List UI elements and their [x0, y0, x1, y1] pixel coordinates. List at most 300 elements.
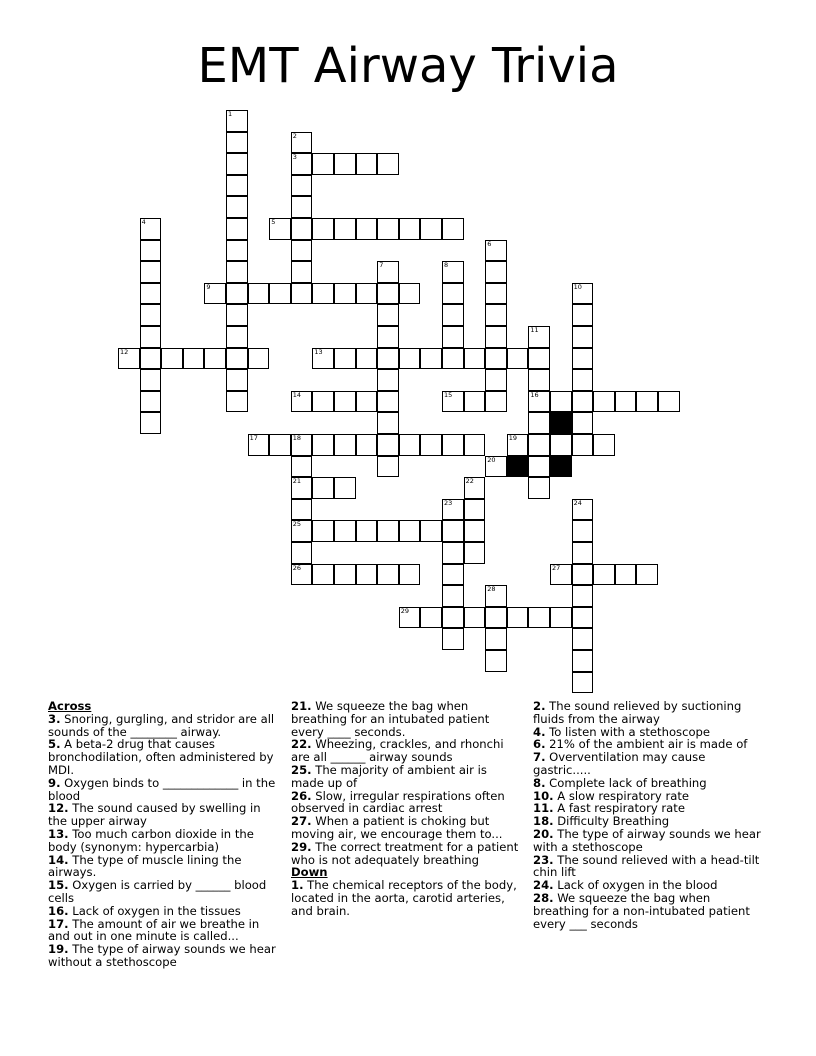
grid-cell[interactable]: [226, 132, 248, 154]
grid-cell[interactable]: [572, 564, 594, 586]
grid-cell[interactable]: [399, 283, 421, 305]
across-clue: [291, 738, 523, 764]
grid-cell[interactable]: [291, 520, 313, 542]
clue-number-label: 4.: [533, 724, 546, 739]
grid-cell[interactable]: [140, 412, 162, 434]
grid-cell[interactable]: [399, 348, 421, 370]
grid-cell[interactable]: [442, 304, 464, 326]
clue-number: 6: [487, 239, 492, 248]
grid-cell[interactable]: [485, 628, 507, 650]
grid-cell[interactable]: [377, 434, 399, 456]
grid-cell[interactable]: [226, 283, 248, 305]
clue-text: We squeeze the bag when breathing for an intubated patient every ____ seconds.: [291, 699, 490, 739]
grid-cell[interactable]: [442, 564, 464, 586]
grid-cell[interactable]: [485, 456, 507, 478]
grid-cell[interactable]: [334, 520, 356, 542]
clue-number: 10: [573, 282, 582, 291]
grid-cell[interactable]: [399, 564, 421, 586]
across-clue: [291, 764, 523, 790]
grid-cell[interactable]: [140, 326, 162, 348]
grid-cell[interactable]: [572, 412, 594, 434]
grid-cell[interactable]: [464, 542, 486, 564]
across-clue: [291, 790, 523, 816]
grid-cell[interactable]: [377, 326, 399, 348]
clue-text: The correct treatment for a patient who is not adequately breathing: [291, 839, 519, 867]
clue-number-label: 24.: [533, 878, 554, 893]
grid-cell[interactable]: [550, 391, 572, 413]
clue-number-label: 6.: [533, 737, 546, 752]
grid-cell[interactable]: [399, 434, 421, 456]
grid-cell[interactable]: [356, 153, 378, 175]
grid-cell[interactable]: [464, 499, 486, 521]
clue-number-label: 13.: [48, 826, 69, 841]
grid-cell[interactable]: [507, 607, 529, 629]
grid-cell[interactable]: [593, 391, 615, 413]
clue-text: A beta-2 drug that causes bronchodilation, often administered by MDI.: [48, 737, 274, 777]
clue-number-label: 8.: [533, 775, 546, 790]
grid-cell[interactable]: [140, 218, 162, 240]
grid-cell[interactable]: [291, 456, 313, 478]
across-clue: [291, 841, 523, 867]
clue-text: Lack of oxygen in the tissues: [72, 903, 241, 918]
grid-cell[interactable]: [550, 564, 572, 586]
grid-cell[interactable]: [550, 434, 572, 456]
grid-cell[interactable]: [312, 477, 334, 499]
grid-cell[interactable]: [356, 564, 378, 586]
grid-cell[interactable]: [593, 564, 615, 586]
clue-number: 9: [206, 282, 211, 291]
clue-number: 17: [249, 434, 258, 442]
grid-cell[interactable]: [464, 391, 486, 413]
clue-text: The sound caused by swelling in the upper airway: [48, 801, 261, 829]
clue-text: A fast respiratory rate: [557, 801, 685, 816]
grid-cell[interactable]: [572, 542, 594, 564]
grid-cell[interactable]: [528, 477, 550, 499]
clue-number-label: 27.: [291, 814, 312, 829]
grid-cell[interactable]: [291, 196, 313, 218]
grid-cell[interactable]: [334, 218, 356, 240]
grid-cell[interactable]: [464, 607, 486, 629]
clue-text: 21% of the ambient air is made of: [549, 737, 748, 752]
grid-cell[interactable]: [485, 650, 507, 672]
grid-cell[interactable]: [269, 434, 291, 456]
across-clue: [48, 777, 280, 803]
grid-cell[interactable]: [572, 607, 594, 629]
across-clue: [291, 700, 523, 738]
grid-cell[interactable]: [442, 261, 464, 283]
clue-number-label: 19.: [48, 942, 69, 957]
grid-cell[interactable]: [334, 391, 356, 413]
grid-cell[interactable]: [485, 240, 507, 262]
grid-cell[interactable]: [226, 391, 248, 413]
grid-cell[interactable]: [140, 348, 162, 370]
clue-text: Snoring, gurgling, and stridor are all sounds of the ________ airway.: [48, 711, 275, 739]
grid-cell[interactable]: [442, 585, 464, 607]
grid-cell[interactable]: [291, 391, 313, 413]
clue-number: 20: [487, 455, 496, 464]
clue-text: The sound relieved by suctioning fluids from the airway: [533, 699, 742, 726]
clue-number: 21: [292, 477, 302, 486]
clue-text: When a patient is choking but moving air, we encourage them to...: [291, 814, 503, 841]
grid-cell[interactable]: [572, 369, 594, 391]
down-clue: [533, 751, 765, 777]
grid-cell[interactable]: [485, 261, 507, 283]
clue-text: Too much carbon dioxide in the body (synonym: hypercarbia): [48, 826, 254, 854]
grid-cell[interactable]: [442, 283, 464, 305]
grid-cell[interactable]: [377, 456, 399, 478]
across-clue: [48, 854, 280, 880]
grid-cell[interactable]: [399, 218, 421, 240]
clue-number-label: 28.: [533, 890, 554, 905]
grid-cell[interactable]: [118, 348, 140, 370]
grid-cell[interactable]: [528, 456, 550, 478]
grid-cell[interactable]: [248, 434, 270, 456]
grid-cell[interactable]: [312, 283, 334, 305]
grid-cell[interactable]: [442, 218, 464, 240]
grid-cell[interactable]: [377, 348, 399, 370]
grid-cell[interactable]: [226, 196, 248, 218]
grid-cell[interactable]: [442, 434, 464, 456]
grid-cell[interactable]: [140, 261, 162, 283]
grid-cell[interactable]: [464, 434, 486, 456]
grid-cell[interactable]: [485, 369, 507, 391]
grid-cell[interactable]: [399, 520, 421, 542]
grid-cell[interactable]: [442, 628, 464, 650]
across-clue: [48, 918, 280, 944]
grid-cell[interactable]: [507, 434, 529, 456]
grid-cell[interactable]: [377, 564, 399, 586]
clue-text: Oxygen is carried by ______ blood cells: [48, 878, 267, 905]
grid-cell[interactable]: [593, 434, 615, 456]
grid-cell[interactable]: [420, 607, 442, 629]
grid-cell[interactable]: [312, 153, 334, 175]
grid-cell[interactable]: [464, 520, 486, 542]
grid-cell[interactable]: [291, 499, 313, 521]
clue-number-label: 1.: [291, 878, 304, 893]
down-clue: [533, 700, 765, 726]
down-clue: [533, 828, 765, 854]
grid-cell[interactable]: [377, 369, 399, 391]
grid-cell[interactable]: [377, 304, 399, 326]
grid-cell[interactable]: [356, 218, 378, 240]
across-clue: [48, 879, 280, 905]
grid-cell[interactable]: [528, 391, 550, 413]
grid-cell[interactable]: [528, 607, 550, 629]
clue-number-label: 18.: [533, 814, 554, 829]
grid-cell[interactable]: [226, 261, 248, 283]
clue-number-label: 14.: [48, 852, 69, 867]
across-clue-list-2: [291, 700, 523, 866]
grid-cell[interactable]: [528, 326, 550, 348]
clue-number-label: 9.: [48, 775, 61, 790]
down-heading: Down: [291, 865, 328, 880]
clue-number-label: 26.: [291, 788, 312, 803]
grid-cell[interactable]: [291, 175, 313, 197]
across-clue: [48, 828, 280, 854]
clue-text: The type of muscle lining the airways.: [48, 852, 242, 880]
grid-cell[interactable]: [312, 218, 334, 240]
clue-number-label: 29.: [291, 839, 312, 854]
grid-cell[interactable]: [140, 304, 162, 326]
grid-cell[interactable]: [226, 175, 248, 197]
clue-number-label: 16.: [48, 903, 69, 918]
grid-cell[interactable]: [356, 283, 378, 305]
clue-number-label: 20.: [533, 826, 554, 841]
grid-cell[interactable]: [442, 542, 464, 564]
grid-cell[interactable]: [485, 283, 507, 305]
clue-number: 1: [228, 110, 233, 118]
across-heading: Across: [48, 699, 92, 713]
grid-cell[interactable]: [204, 283, 226, 305]
clue-text: Wheezing, crackles, and rhonchi are all ______ airway sounds: [291, 737, 504, 765]
clue-number-label: 12.: [48, 801, 69, 816]
grid-cell[interactable]: [377, 153, 399, 175]
grid-cell[interactable]: [334, 283, 356, 305]
grid-cell[interactable]: [636, 564, 658, 586]
clue-number: 7: [379, 261, 384, 270]
clue-text: Lack of oxygen in the blood: [557, 878, 718, 893]
grid-cell[interactable]: [291, 477, 313, 499]
grid-cell[interactable]: [572, 585, 594, 607]
grid-cell[interactable]: [442, 520, 464, 542]
grid-cell[interactable]: [356, 391, 378, 413]
clue-text: The sound relieved with a head-tilt chin lift: [533, 852, 760, 880]
grid-cell[interactable]: [312, 348, 334, 370]
grid-cell[interactable]: [528, 434, 550, 456]
grid-cell[interactable]: [572, 326, 594, 348]
grid-cell[interactable]: [572, 391, 594, 413]
clue-text: The chemical receptors of the body, located in the aorta, carotid arteries, and brain.: [291, 878, 517, 918]
puzzle-title: EMT Airway Trivia: [197, 38, 619, 94]
grid-cell[interactable]: [572, 520, 594, 542]
clue-number: 3: [292, 153, 297, 162]
clue-text: Difficulty Breathing: [557, 814, 670, 829]
grid-cell[interactable]: [615, 564, 637, 586]
clue-number: 15: [444, 390, 453, 399]
grid-cell[interactable]: [442, 348, 464, 370]
clue-number: 5: [271, 218, 276, 226]
grid-cell[interactable]: [485, 391, 507, 413]
grid-cell[interactable]: [572, 628, 594, 650]
grid-cell[interactable]: [291, 261, 313, 283]
clue-number-label: 3.: [48, 711, 61, 726]
grid-cell[interactable]: [226, 304, 248, 326]
clue-number: 14: [292, 390, 302, 399]
grid-cell[interactable]: [183, 348, 205, 370]
down-clue: [533, 854, 765, 880]
grid-cell[interactable]: [528, 412, 550, 434]
down-clue-list-2: [533, 700, 765, 930]
grid-cell[interactable]: [442, 326, 464, 348]
clue-number-label: 7.: [533, 750, 546, 765]
clue-number-label: 22.: [291, 737, 312, 752]
grid-cell[interactable]: [334, 153, 356, 175]
grid-cell[interactable]: [312, 520, 334, 542]
grid-cell[interactable]: [269, 283, 291, 305]
down-clue: [533, 892, 765, 930]
grid-cell[interactable]: [572, 434, 594, 456]
grid-cell[interactable]: [226, 348, 248, 370]
grid-cell[interactable]: [442, 607, 464, 629]
grid-cell[interactable]: [507, 348, 529, 370]
across-clue: [48, 943, 280, 969]
clue-number-label: 23.: [533, 852, 554, 867]
grid-cell[interactable]: [485, 607, 507, 629]
clue-text: The type of airway sounds we hear with a stethoscope: [533, 826, 761, 854]
grid-cell[interactable]: [356, 434, 378, 456]
grid-cell[interactable]: [226, 369, 248, 391]
clue-text: Overventilation may cause gastric.....: [533, 750, 706, 777]
across-clue: [48, 738, 280, 776]
grid-cell[interactable]: [572, 348, 594, 370]
clues-column-1: [48, 700, 280, 969]
grid-cell[interactable]: [291, 564, 313, 586]
clue-text: Complete lack of breathing: [549, 775, 707, 790]
grid-cell[interactable]: [615, 391, 637, 413]
grid-cell[interactable]: [442, 391, 464, 413]
clue-number: 22: [465, 477, 474, 486]
grid-cell[interactable]: [485, 326, 507, 348]
grid-cell[interactable]: [377, 283, 399, 305]
grid-cell[interactable]: [334, 564, 356, 586]
grid-cell[interactable]: [312, 564, 334, 586]
clue-text: Oxygen binds to _____________ in the blood: [48, 775, 276, 803]
clue-number: 26: [292, 563, 302, 572]
black-square: [550, 412, 572, 434]
grid-cell[interactable]: [636, 391, 658, 413]
grid-cell[interactable]: [291, 434, 313, 456]
clue-number-label: 5.: [48, 737, 61, 752]
across-clue: [48, 713, 280, 739]
grid-cell[interactable]: [226, 153, 248, 175]
grid-cell[interactable]: [420, 520, 442, 542]
grid-cell[interactable]: [485, 348, 507, 370]
across-clue-list-1: [48, 713, 280, 969]
clue-text: We squeeze the bag when breathing for a non-intubated patient every ___ seconds: [533, 890, 750, 931]
clue-number: 16: [530, 390, 539, 399]
grid-cell[interactable]: [291, 153, 313, 175]
clue-number: 4: [141, 218, 146, 226]
grid-cell[interactable]: [248, 348, 270, 370]
clue-number-label: 15.: [48, 878, 69, 893]
clue-number: 24: [573, 498, 582, 507]
grid-cell[interactable]: [572, 283, 594, 305]
grid-cell[interactable]: [334, 434, 356, 456]
clue-number: 11: [530, 326, 539, 334]
black-square: [507, 456, 529, 478]
clue-number-label: 17.: [48, 916, 69, 931]
grid-cell[interactable]: [269, 218, 291, 240]
clue-number-label: 11.: [533, 801, 554, 816]
grid-cell[interactable]: [226, 240, 248, 262]
clue-text: The majority of ambient air is made up of: [291, 762, 487, 790]
grid-cell[interactable]: [420, 434, 442, 456]
clue-number-label: 25.: [291, 762, 312, 777]
grid-cell[interactable]: [399, 607, 421, 629]
grid-cell[interactable]: [377, 520, 399, 542]
grid-cell[interactable]: [226, 110, 248, 132]
grid-cell[interactable]: [140, 283, 162, 305]
grid-cell[interactable]: [572, 672, 594, 694]
grid-cell[interactable]: [356, 520, 378, 542]
grid-cell[interactable]: [161, 348, 183, 370]
grid-cell[interactable]: [356, 348, 378, 370]
clue-text: The amount of air we breathe in and out in one minute is called...: [48, 916, 260, 944]
clue-number: 27: [552, 563, 561, 572]
grid-cell[interactable]: [204, 348, 226, 370]
clues-column-3: [533, 700, 765, 930]
grid-cell[interactable]: [572, 499, 594, 521]
clue-number-label: 10.: [533, 788, 554, 803]
grid-cell[interactable]: [291, 542, 313, 564]
clue-text: The type of airway sounds we hear without a stethoscope: [48, 942, 276, 969]
grid-cell[interactable]: [248, 283, 270, 305]
across-clue: [291, 815, 523, 841]
grid-cell[interactable]: [312, 434, 334, 456]
across-clue: [48, 802, 280, 828]
grid-cell[interactable]: [334, 477, 356, 499]
grid-cell[interactable]: [658, 391, 680, 413]
down-clue-list-1: [291, 879, 523, 917]
clue-text: A slow respiratory rate: [557, 788, 690, 803]
grid-cell[interactable]: [550, 607, 572, 629]
grid-cell[interactable]: [334, 348, 356, 370]
grid-cell[interactable]: [377, 391, 399, 413]
grid-cell[interactable]: [291, 218, 313, 240]
clue-number-label: 2.: [533, 699, 546, 713]
black-square: [550, 456, 572, 478]
grid-cell[interactable]: [528, 369, 550, 391]
down-clue: [291, 879, 523, 917]
grid-cell[interactable]: [464, 477, 486, 499]
grid-cell[interactable]: [442, 499, 464, 521]
grid-cell[interactable]: [291, 240, 313, 262]
clue-number: 12: [120, 347, 129, 356]
grid-cell[interactable]: [226, 326, 248, 348]
grid-cell[interactable]: [226, 218, 248, 240]
grid-cell[interactable]: [377, 261, 399, 283]
grid-cell[interactable]: [140, 369, 162, 391]
grid-cell[interactable]: [572, 304, 594, 326]
clue-number: 19: [508, 434, 518, 442]
clue-text: Slow, irregular respirations often observed in cardiac arrest: [291, 788, 505, 816]
grid-cell[interactable]: [485, 304, 507, 326]
grid-cell[interactable]: [420, 348, 442, 370]
clue-number: 29: [400, 606, 410, 615]
grid-cell[interactable]: [140, 391, 162, 413]
grid-cell[interactable]: [485, 585, 507, 607]
grid-cell[interactable]: [291, 283, 313, 305]
grid-cell[interactable]: [464, 348, 486, 370]
clues-column-2: [291, 700, 523, 918]
grid-cell[interactable]: [377, 218, 399, 240]
clue-number: 13: [314, 347, 323, 356]
clue-number: 28: [487, 585, 496, 594]
clue-number-label: 21.: [291, 699, 312, 713]
grid-cell[interactable]: [312, 391, 334, 413]
grid-cell[interactable]: [528, 348, 550, 370]
clue-number: 23: [444, 498, 453, 507]
clue-text: To listen with a stethoscope: [549, 724, 711, 739]
grid-cell[interactable]: [291, 132, 313, 154]
clue-number: 25: [292, 520, 302, 529]
grid-cell[interactable]: [140, 240, 162, 262]
grid-cell[interactable]: [420, 218, 442, 240]
clue-number: 8: [444, 261, 449, 270]
grid-cell[interactable]: [572, 650, 594, 672]
grid-cell[interactable]: [377, 412, 399, 434]
clue-number: 18: [292, 434, 302, 442]
